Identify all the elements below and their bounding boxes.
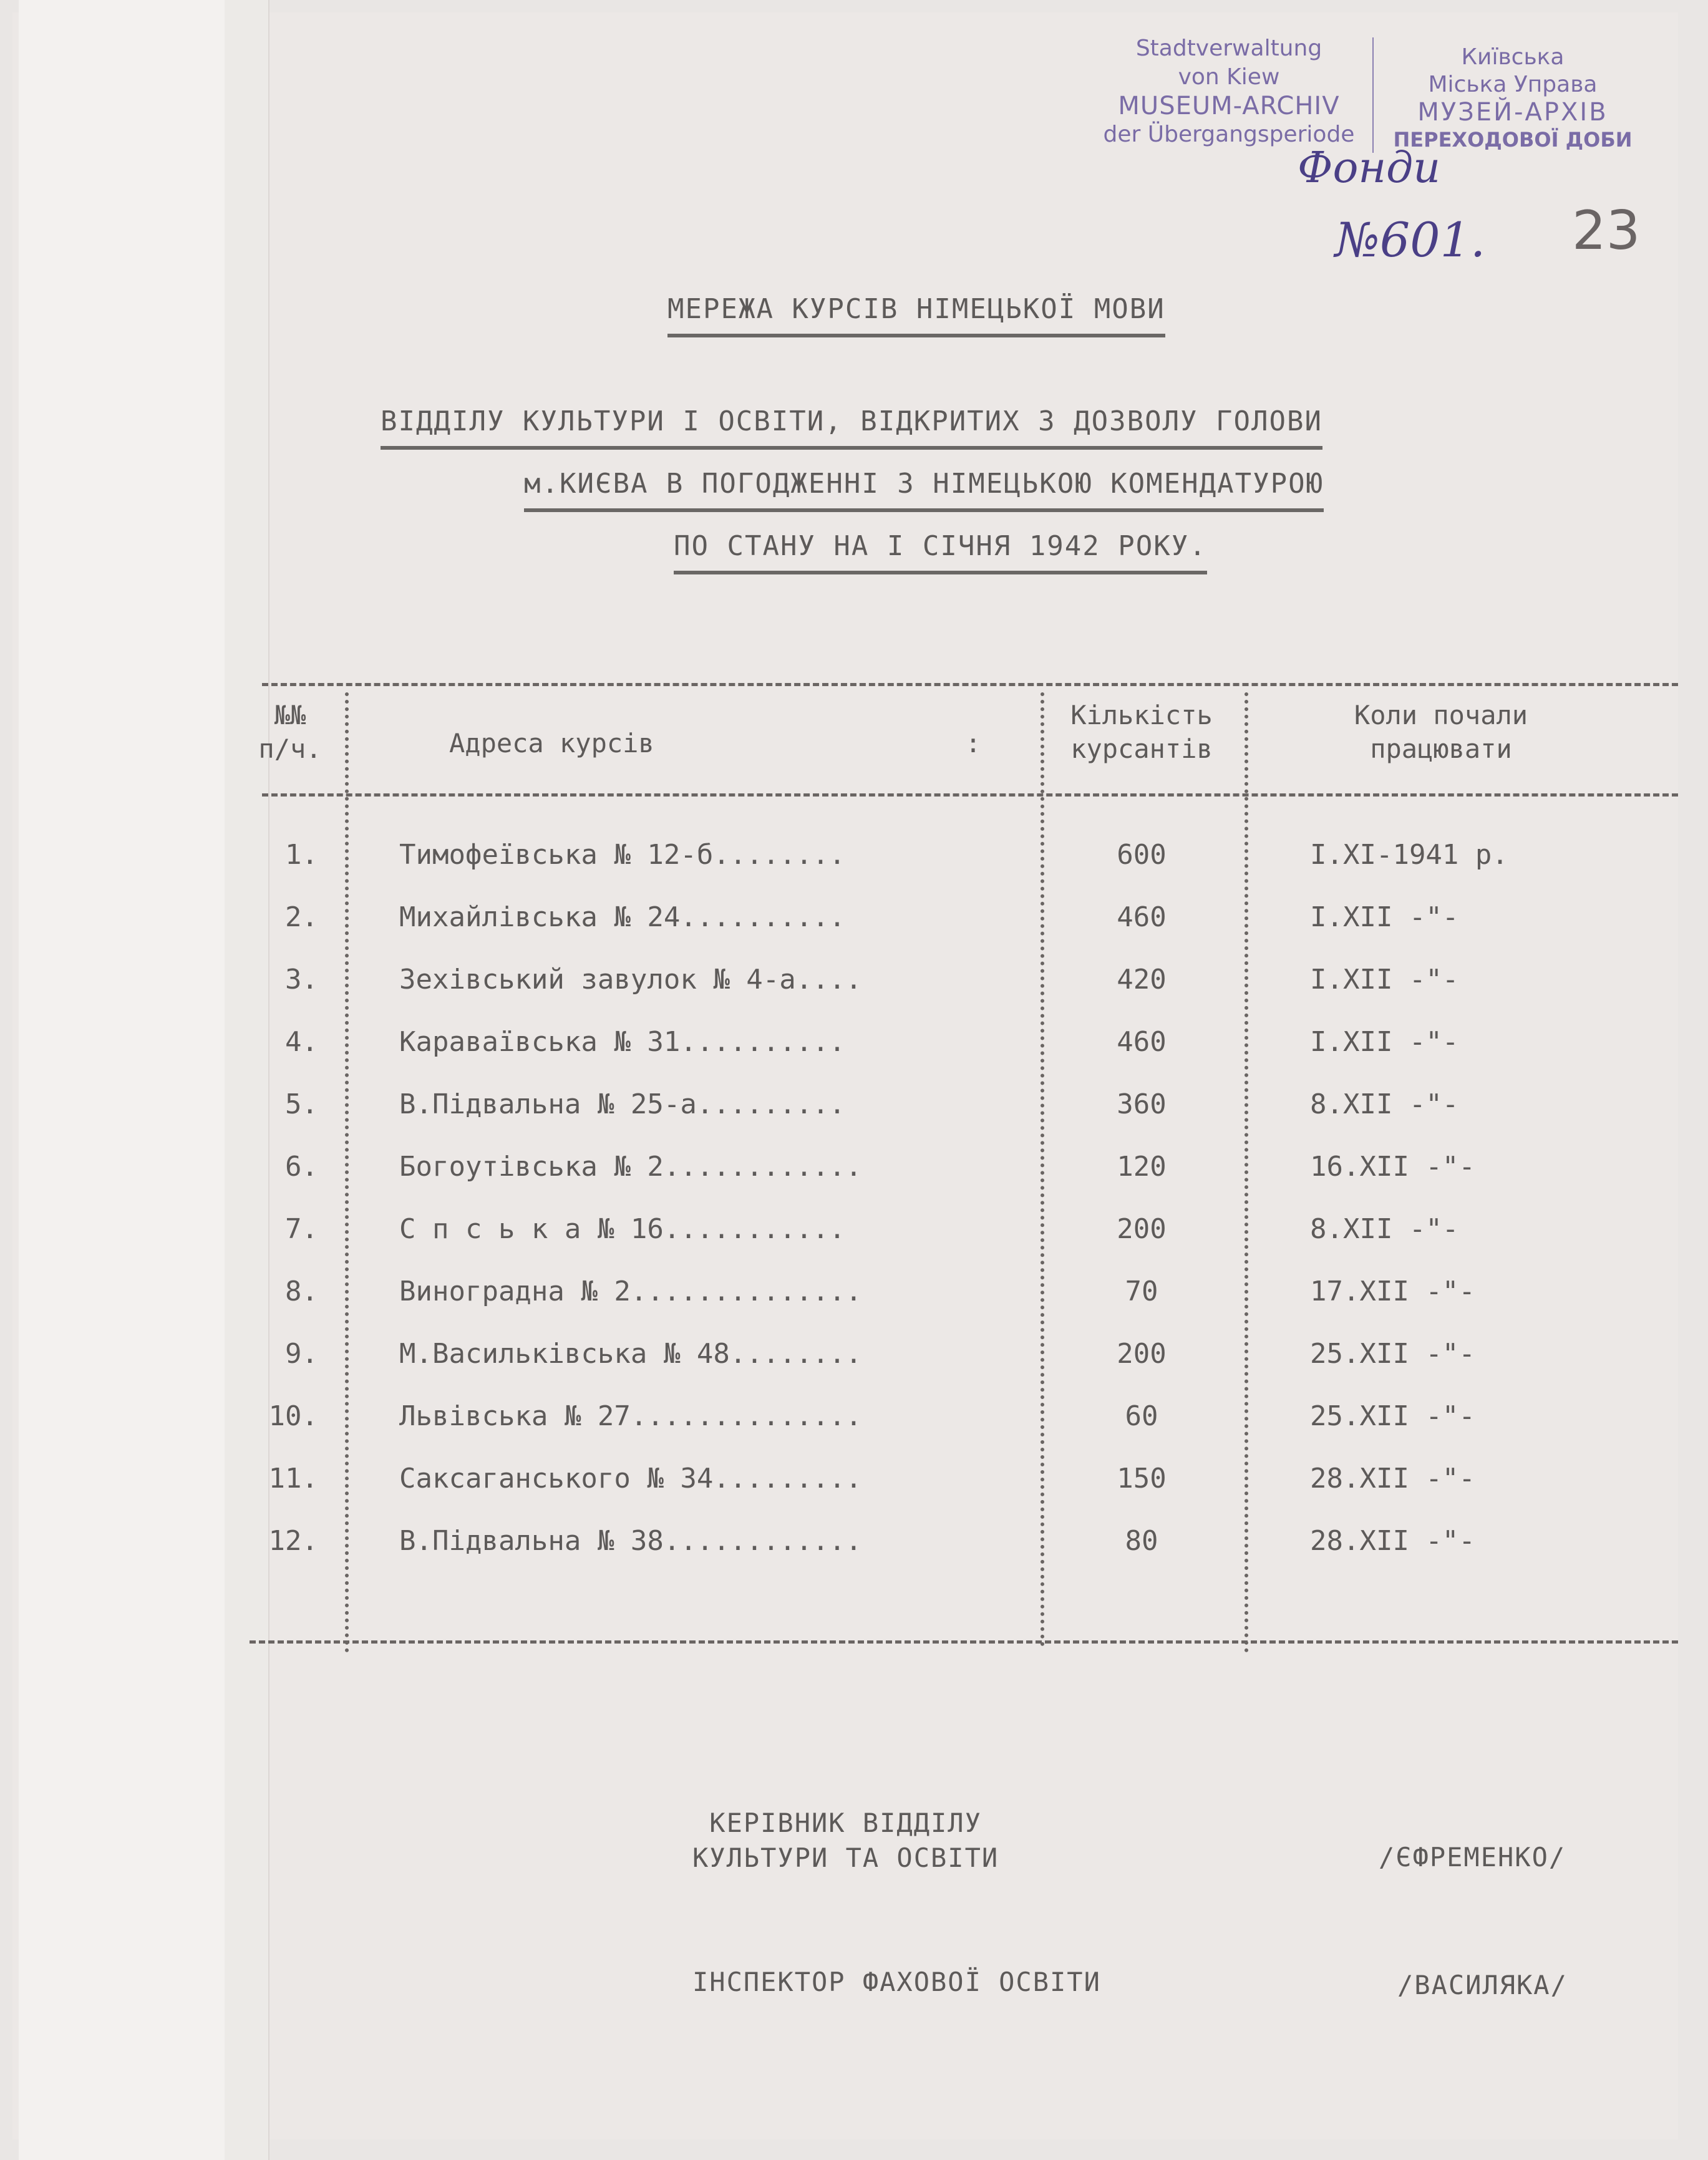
stamp-de-line: der Übergangsperiode bbox=[1103, 122, 1355, 147]
table-top-rule bbox=[262, 683, 1678, 686]
title-line-1: МЕРЕЖА КУРСІВ НІМЕЦЬКОЇ МОВИ bbox=[667, 293, 1165, 337]
header-date-l2: працювати bbox=[1370, 734, 1512, 764]
header-number-l2: п/ч. bbox=[258, 734, 322, 764]
row-number: 8. bbox=[285, 1276, 318, 1307]
head-title-l2: КУЛЬТУРИ ТА ОСВІТИ bbox=[692, 1843, 999, 1873]
handwritten-fond-number: №601. bbox=[1335, 212, 1486, 268]
header-address: Адреса курсів bbox=[449, 728, 654, 758]
page-number: 23 bbox=[1572, 200, 1641, 262]
row-address: В.Підвальна № 38............ bbox=[399, 1525, 862, 1557]
inspector-title: ІНСПЕКТОР ФАХОВОЇ ОСВІТИ bbox=[692, 1967, 1101, 1997]
row-count: 70 bbox=[1125, 1276, 1158, 1307]
row-count: 460 bbox=[1117, 901, 1167, 933]
stamp-ua-line: МУЗЕЙ-АРХІВ bbox=[1417, 98, 1608, 127]
table-row bbox=[0, 1338, 1708, 1388]
header-count-l2: курсантів bbox=[1070, 734, 1213, 764]
row-address: Львівська № 27.............. bbox=[399, 1400, 862, 1432]
row-count: 200 bbox=[1117, 1338, 1167, 1370]
stamp-de-line: Stadtverwaltung bbox=[1135, 36, 1322, 61]
head-title bbox=[692, 1806, 999, 1876]
row-number: 2. bbox=[285, 901, 318, 933]
row-address: Тимофеївська № 12-б........ bbox=[399, 839, 846, 871]
table-row bbox=[0, 964, 1708, 1014]
stamp-de-line: MUSEUM-ARCHIV bbox=[1118, 92, 1340, 120]
row-date: 8.XII -"- bbox=[1310, 1088, 1459, 1120]
row-count: 600 bbox=[1117, 839, 1167, 871]
header-colon: : bbox=[965, 728, 981, 758]
inspector-name: /ВАСИЛЯКА/ bbox=[1397, 1970, 1568, 2000]
table-row bbox=[0, 839, 1708, 889]
row-address: Караваївська № 31.......... bbox=[399, 1026, 846, 1058]
row-date: I.XII -"- bbox=[1310, 901, 1459, 933]
row-date: I.XI-1941 р. bbox=[1310, 839, 1508, 871]
stamp-divider bbox=[1372, 37, 1374, 153]
row-count: 200 bbox=[1117, 1213, 1167, 1245]
row-date: 17.XII -"- bbox=[1310, 1276, 1475, 1307]
row-number: 5. bbox=[285, 1088, 318, 1120]
row-count: 80 bbox=[1125, 1525, 1158, 1557]
table-row bbox=[0, 1463, 1708, 1513]
handwritten-fondy: Фонди bbox=[1298, 143, 1441, 193]
row-number: 9. bbox=[285, 1338, 318, 1370]
header-number-l1: №№ bbox=[274, 700, 306, 730]
stamp-ua-line: Міська Управа bbox=[1428, 72, 1598, 97]
row-date: I.XII -"- bbox=[1310, 1026, 1459, 1058]
row-date: 28.XII -"- bbox=[1310, 1463, 1475, 1494]
title-line-4: ПО СТАНУ НА І СІЧНЯ 1942 РОКУ. bbox=[674, 530, 1207, 574]
row-address: Саксаганського № 34......... bbox=[399, 1463, 862, 1494]
stamp-ua-line: Київська bbox=[1461, 44, 1565, 70]
row-address: В.Підвальна № 25-а......... bbox=[399, 1088, 846, 1120]
table-row bbox=[0, 1026, 1708, 1076]
row-number: 6. bbox=[285, 1151, 318, 1183]
head-name: /ЄФРЕМЕНКО/ bbox=[1379, 1842, 1566, 1872]
header-count bbox=[1048, 699, 1235, 766]
table-row bbox=[0, 1525, 1708, 1575]
table-row bbox=[0, 1088, 1708, 1138]
row-number: 3. bbox=[285, 964, 318, 995]
table-bottom-rule bbox=[250, 1640, 1678, 1644]
table-row bbox=[0, 1276, 1708, 1325]
title-line-3: м.КИЄВА В ПОГОДЖЕННІ З НІМЕЦЬКОЮ КОМЕНДАТУРОЮ bbox=[524, 468, 1324, 512]
binding-strip-edge bbox=[225, 0, 268, 2160]
row-date: 8.XII -"- bbox=[1310, 1213, 1459, 1245]
header-start-date bbox=[1285, 699, 1597, 766]
head-title-l1: КЕРІВНИК ВІДДІЛУ bbox=[709, 1808, 982, 1838]
stamp-de-line: von Kiew bbox=[1178, 64, 1280, 90]
archive-stamp-german bbox=[1085, 34, 1372, 149]
archive-stamp-ukrainian bbox=[1376, 44, 1650, 153]
row-number: 11. bbox=[268, 1463, 318, 1494]
row-count: 150 bbox=[1117, 1463, 1167, 1494]
row-address: М.Васильківська № 48........ bbox=[399, 1338, 862, 1370]
row-address: Михайлівська № 24.......... bbox=[399, 901, 846, 933]
table-row bbox=[0, 1151, 1708, 1201]
table-row bbox=[0, 1213, 1708, 1263]
row-date: 16.XII -"- bbox=[1310, 1151, 1475, 1183]
stamp-ua-line: ПЕРЕХОДОВОЇ ДОБИ bbox=[1393, 128, 1633, 152]
row-address: Богоутівська № 2............ bbox=[399, 1151, 862, 1183]
row-number: 12. bbox=[268, 1525, 318, 1557]
row-date: 25.XII -"- bbox=[1310, 1338, 1475, 1370]
header-count-l1: Кількість bbox=[1070, 700, 1213, 730]
table-row bbox=[0, 1400, 1708, 1450]
row-count: 360 bbox=[1117, 1088, 1167, 1120]
row-date: 25.XII -"- bbox=[1310, 1400, 1475, 1432]
row-address: С п с ь к а № 16........... bbox=[399, 1213, 846, 1245]
row-date: 28.XII -"- bbox=[1310, 1525, 1475, 1557]
title-line-2: ВІДДІЛУ КУЛЬТУРИ І ОСВІТИ, ВІДКРИТИХ З ДОЗВОЛУ ГОЛОВИ bbox=[381, 405, 1322, 450]
row-count: 120 bbox=[1117, 1151, 1167, 1183]
row-count: 460 bbox=[1117, 1026, 1167, 1058]
row-number: 7. bbox=[285, 1213, 318, 1245]
row-address: Виноградна № 2.............. bbox=[399, 1276, 862, 1307]
row-number: 10. bbox=[268, 1400, 318, 1432]
row-number: 4. bbox=[285, 1026, 318, 1058]
row-date: I.XII -"- bbox=[1310, 964, 1459, 995]
row-count: 60 bbox=[1125, 1400, 1158, 1432]
table-row bbox=[0, 901, 1708, 951]
header-number bbox=[246, 699, 334, 766]
header-date-l1: Коли почали bbox=[1354, 700, 1528, 730]
row-count: 420 bbox=[1117, 964, 1167, 995]
row-number: 1. bbox=[285, 839, 318, 871]
row-address: Зехівський завулок № 4-а.... bbox=[399, 964, 862, 995]
table-header-rule bbox=[262, 793, 1678, 797]
